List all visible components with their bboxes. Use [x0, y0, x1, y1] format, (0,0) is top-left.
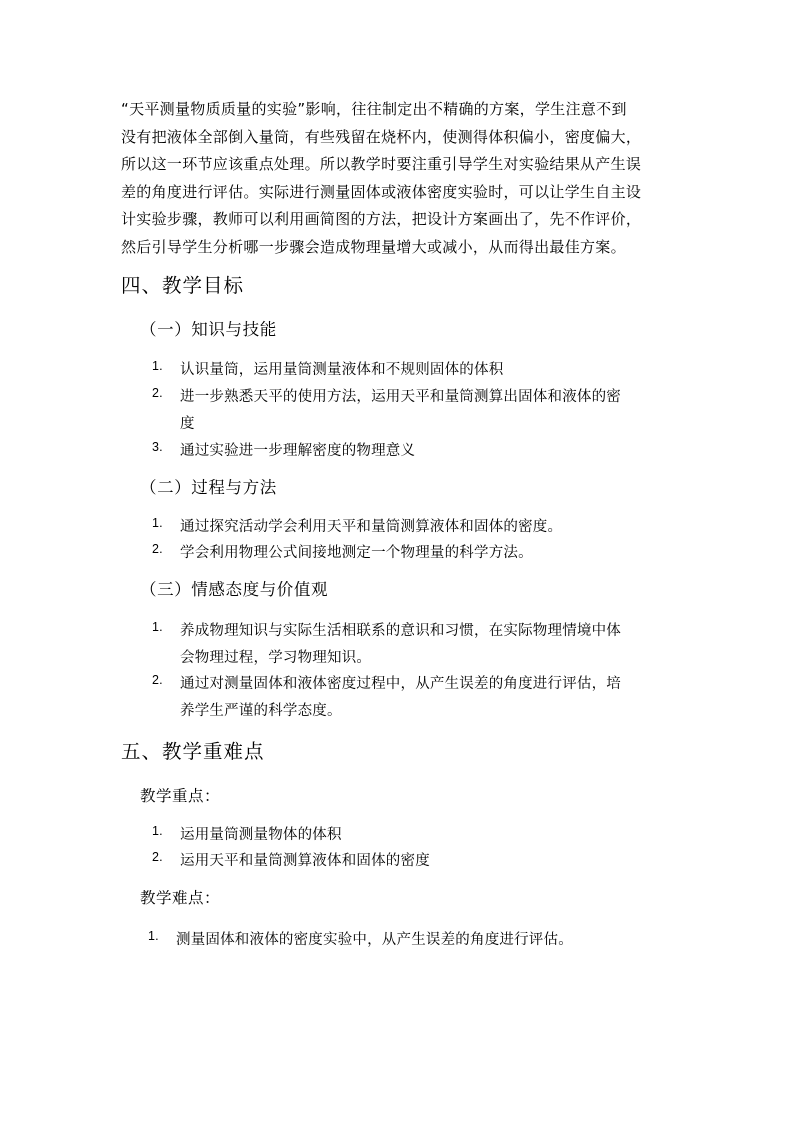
intro-paragraph [121, 96, 669, 261]
list-number: 1. [152, 359, 163, 373]
list-item [152, 514, 672, 541]
list-item-text: 认识量筒，运用量筒测量液体和不规则固体的体积 [180, 362, 504, 378]
intro-line: “天平测量物质质量的实验”影响，往往制定出不精确的方案，学生注意不到 [121, 100, 627, 118]
list-item-text: 通过对测量固体和液体密度过程中，从产生误差的角度进行评估，培 [180, 676, 621, 692]
list-item-text: 通过探究活动学会利用天平和量筒测算液体和固体的密度。 [180, 519, 563, 535]
list-item-text: 度 [180, 415, 195, 432]
subheading-emotion-values: （三）情感态度与价值观 [140, 580, 329, 599]
list-item-text: 进一步熟悉天平的使用方法，运用天平和量筒测算出固体和液体的密 [180, 389, 621, 405]
list-item [152, 384, 672, 437]
list-item [152, 357, 672, 384]
list-number: 1. [148, 929, 159, 943]
intro-line: 计实验步骤，教师可以利用画简图的方法，把设计方案画出了，先不作评价， [121, 210, 642, 228]
intro-line: 然后引导学生分析哪一步骤会造成物理量增大或减小，从而得出最佳方案。 [121, 237, 626, 256]
list-number: 2. [152, 850, 163, 864]
list-item-text: 会物理过程，学习物理知识。 [180, 649, 372, 666]
list-item-text: 测量固体和液体的密度实验中，从产生误差的角度进行评估。 [176, 932, 573, 948]
list-item [152, 438, 672, 465]
list-number: 3. [152, 440, 163, 454]
section-heading-key-difficult-points: 五、教学重难点 [121, 740, 265, 763]
label-difficult-points: 教学难点： [140, 889, 221, 907]
list-item [152, 671, 672, 724]
list-number: 2. [152, 386, 163, 400]
list-number: 1. [152, 620, 163, 634]
subheading-process-method: （二）过程与方法 [140, 478, 277, 497]
intro-line: 所以这一环节应该重点处理。所以教学时要注重引导学生对实验结果从产生误 [121, 155, 642, 173]
intro-line: 没有把液体全部倒入量筒，有些残留在烧杯内，使测得体积偏小，密度偏大， [121, 127, 642, 146]
section-heading-teaching-goals: 四、教学目标 [121, 274, 245, 297]
subheading-knowledge-skills: （一）知识与技能 [140, 320, 277, 339]
list-item-text: 通过实验进一步理解密度的物理意义 [180, 443, 416, 459]
list-item [152, 618, 672, 671]
list-item-text: 学会利用物理公式间接地测定一个物理量的科学方法。 [180, 545, 533, 561]
list-item-text: 养学生严谨的科学态度。 [180, 702, 342, 719]
list-item-text: 运用量筒测量物体的体积 [180, 827, 342, 843]
list-item [152, 822, 672, 849]
list-number: 1. [152, 516, 163, 530]
list-item [152, 540, 672, 567]
list-number: 2. [152, 542, 163, 556]
list-number: 1. [152, 824, 163, 838]
label-key-points: 教学重点： [140, 787, 221, 805]
intro-line: 差的角度进行评估。实际进行测量固体或液体密度实验时，可以让学生自主设 [121, 182, 642, 201]
list-number: 2. [152, 673, 163, 687]
list-item [152, 848, 672, 875]
list-item-text: 运用天平和量筒测算液体和固体的密度 [180, 853, 430, 869]
list-item [148, 927, 668, 954]
list-item-text: 养成物理知识与实际生活相联系的意识和习惯，在实际物理情境中体 [180, 623, 621, 639]
